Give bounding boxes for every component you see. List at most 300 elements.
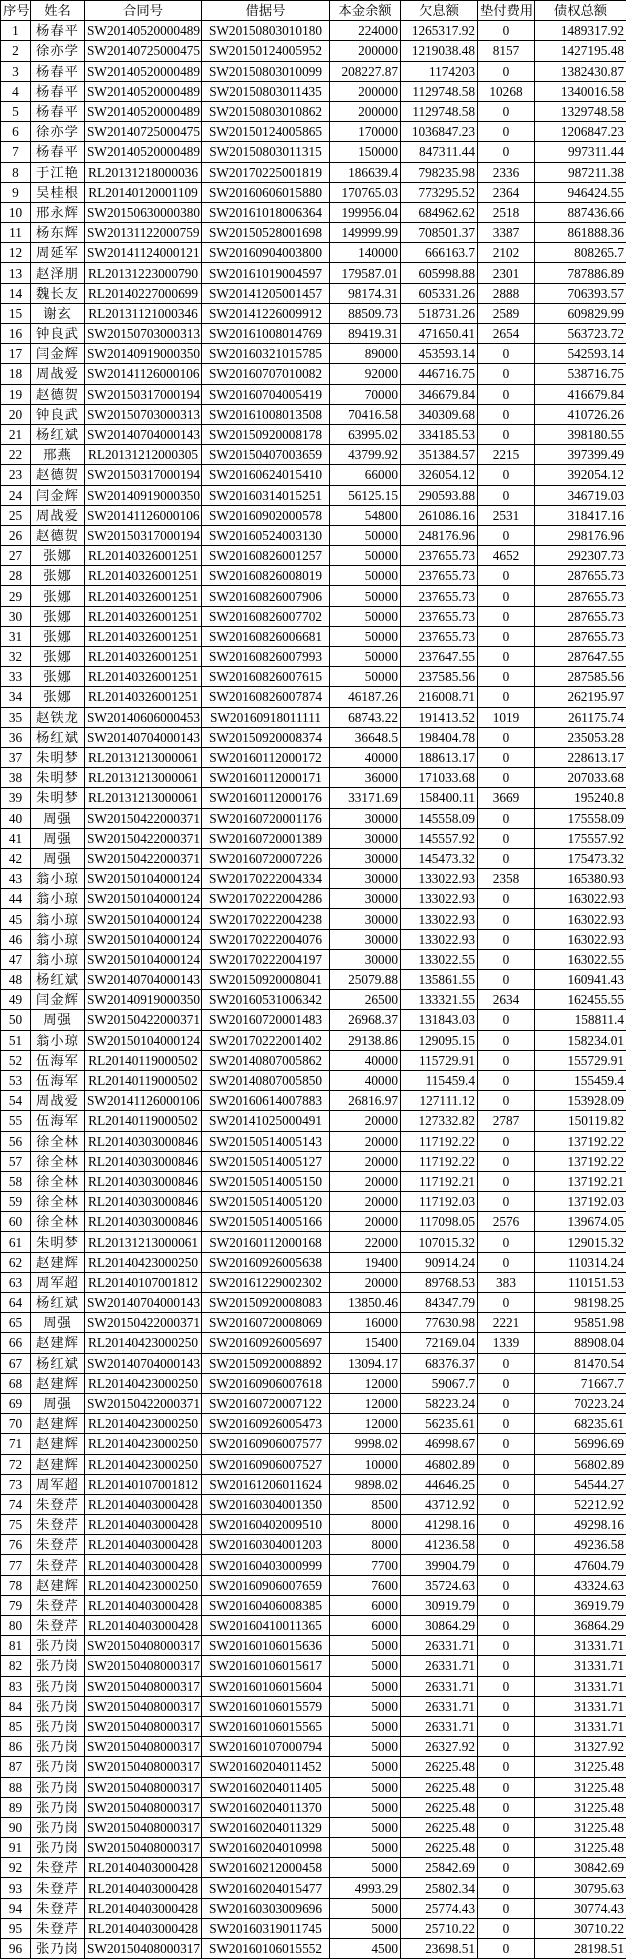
col-loan-no-cell: SW20150124005952 (202, 41, 330, 61)
col-seq-cell: 16 (1, 324, 31, 344)
col-advance-fee-cell: 0 (478, 384, 535, 404)
col-name-cell: 钟良武 (31, 324, 85, 344)
col-principal-cell: 68743.22 (330, 707, 401, 727)
col-advance-fee-cell: 0 (478, 1192, 535, 1212)
col-advance-fee-cell: 0 (478, 1696, 535, 1716)
col-seq-cell: 18 (1, 364, 31, 384)
col-seq-cell: 40 (1, 808, 31, 828)
col-name-cell: 周战爱 (31, 1091, 85, 1111)
col-interest-cell: 708501.37 (401, 223, 478, 243)
col-total-cell: 261175.74 (535, 707, 626, 727)
col-loan-no-cell: SW20160304001350 (202, 1494, 330, 1514)
col-principal-cell: 20000 (330, 1151, 401, 1171)
col-interest-cell: 127111.12 (401, 1091, 478, 1111)
col-interest-cell: 1036847.23 (401, 122, 478, 142)
col-advance-fee-cell: 0 (478, 768, 535, 788)
col-seq-cell: 55 (1, 1111, 31, 1131)
col-advance-fee-cell: 0 (478, 1434, 535, 1454)
col-name-cell: 魏长友 (31, 283, 85, 303)
col-seq-cell: 71 (1, 1434, 31, 1454)
col-loan-no-cell: SW20160826007874 (202, 687, 330, 707)
col-interest-cell: 68376.37 (401, 1353, 478, 1373)
col-seq-cell: 46 (1, 929, 31, 949)
col-principal-cell: 12000 (330, 1414, 401, 1434)
col-seq-cell: 84 (1, 1696, 31, 1716)
col-contract-no-cell: RL20140423000250 (85, 1454, 202, 1474)
col-interest-cell: 35724.63 (401, 1575, 478, 1595)
col-seq-cell: 83 (1, 1676, 31, 1696)
col-contract-no-cell: SW20150408000317 (85, 1676, 202, 1696)
table-row (1, 324, 626, 344)
col-loan-no-cell: SW20170222004197 (202, 949, 330, 969)
table-row (1, 647, 626, 667)
col-advance-fee-cell: 0 (478, 1454, 535, 1474)
col-advance-fee-cell: 2336 (478, 162, 535, 182)
col-contract-no-cell: RL20140403000428 (85, 1555, 202, 1575)
col-principal-cell: 30000 (330, 869, 401, 889)
col-principal-cell: 54800 (330, 505, 401, 525)
col-advance-fee-cell: 2787 (478, 1111, 535, 1131)
table-row (1, 1696, 626, 1716)
col-name-cell: 张乃岗 (31, 1817, 85, 1837)
col-contract-no-cell: SW20150408000317 (85, 1777, 202, 1797)
col-contract-no-cell: SW20150408000317 (85, 1636, 202, 1656)
col-advance-fee-cell: 0 (478, 364, 535, 384)
col-contract-no-cell: RL20140119000502 (85, 1070, 202, 1090)
col-total-cell: 163022.93 (535, 929, 626, 949)
table-row (1, 869, 626, 889)
col-interest-cell: 1129748.58 (401, 101, 478, 121)
table-row (1, 182, 626, 202)
col-advance-fee-cell: 0 (478, 586, 535, 606)
col-loan-no-cell: SW20150920008083 (202, 1293, 330, 1313)
col-seq-cell: 29 (1, 586, 31, 606)
col-interest-cell: 1219038.48 (401, 41, 478, 61)
col-loan-no-cell: SW20160918011111 (202, 707, 330, 727)
col-name-cell: 朱登芹 (31, 1898, 85, 1918)
col-advance-fee-cell: 0 (478, 1595, 535, 1615)
col-contract-no-cell: RL20140403000428 (85, 1858, 202, 1878)
col-name-cell: 朱登芹 (31, 1535, 85, 1555)
col-name-cell: 张娜 (31, 626, 85, 646)
col-contract-no-cell: RL20140120001109 (85, 182, 202, 202)
col-advance-fee-cell: 0 (478, 970, 535, 990)
col-principal-cell: 26968.37 (330, 1010, 401, 1030)
col-advance-fee-cell: 2518 (478, 202, 535, 222)
col-principal-cell: 30000 (330, 848, 401, 868)
col-principal-cell: 50000 (330, 606, 401, 626)
table-row (1, 465, 626, 485)
table-body (1, 21, 626, 1959)
col-total-cell: 160941.43 (535, 970, 626, 990)
col-principal-cell: 36000 (330, 768, 401, 788)
col-name-cell: 张乃岗 (31, 1757, 85, 1777)
col-principal-cell: 150000 (330, 142, 401, 162)
col-principal-cell: 170000 (330, 122, 401, 142)
table-row (1, 606, 626, 626)
col-contract-no-cell: RL20140326001251 (85, 626, 202, 646)
col-name-cell: 朱明梦 (31, 788, 85, 808)
col-name-cell: 朱登芹 (31, 1555, 85, 1575)
col-loan-no-cell: SW20160406008385 (202, 1595, 330, 1615)
col-loan-no-cell: SW20170225001819 (202, 162, 330, 182)
col-contract-no-cell: RL20140303000846 (85, 1192, 202, 1212)
col-loan-no-cell: SW20150514005150 (202, 1171, 330, 1191)
col-principal-cell: 26500 (330, 990, 401, 1010)
col-advance-fee-cell: 383 (478, 1272, 535, 1292)
col-seq-cell: 63 (1, 1272, 31, 1292)
col-name-cell: 张娜 (31, 647, 85, 667)
col-interest-cell: 26225.48 (401, 1777, 478, 1797)
col-seq-cell: 60 (1, 1212, 31, 1232)
col-interest-cell: 25774.43 (401, 1898, 478, 1918)
col-advance-fee-cell: 0 (478, 1171, 535, 1191)
table-row (1, 1151, 626, 1171)
col-total-cell: 95851.98 (535, 1313, 626, 1333)
col-loan-no-cell: SW20150514005120 (202, 1192, 330, 1212)
col-principal-cell: 29138.86 (330, 1030, 401, 1050)
col-interest-cell: 89768.53 (401, 1272, 478, 1292)
col-name-cell: 张乃岗 (31, 1797, 85, 1817)
col-principal-cell: 140000 (330, 243, 401, 263)
col-contract-no-cell: RL20140303000846 (85, 1212, 202, 1232)
col-principal-cell: 88509.73 (330, 303, 401, 323)
col-advance-fee-cell: 0 (478, 1131, 535, 1151)
col-contract-no-cell: RL20140227000699 (85, 283, 202, 303)
col-name-cell: 徐亦学 (31, 41, 85, 61)
col-principal-cell: 50000 (330, 525, 401, 545)
col-contract-no-cell: RL20140423000250 (85, 1333, 202, 1353)
col-name-header: 姓名 (31, 1, 85, 21)
col-advance-fee-cell: 0 (478, 1010, 535, 1030)
col-principal-cell: 7600 (330, 1575, 401, 1595)
col-advance-fee-cell: 0 (478, 1817, 535, 1837)
col-contract-no-cell: SW20150104000124 (85, 1030, 202, 1050)
table-row (1, 747, 626, 767)
col-interest-cell: 684962.62 (401, 202, 478, 222)
col-interest-cell: 115459.4 (401, 1070, 478, 1090)
col-name-cell: 周延军 (31, 243, 85, 263)
col-principal-cell: 63995.02 (330, 424, 401, 444)
col-advance-fee-cell: 2102 (478, 243, 535, 263)
col-principal-cell: 43799.92 (330, 445, 401, 465)
col-principal-cell: 224000 (330, 21, 401, 41)
col-loan-no-cell: SW20160112000176 (202, 788, 330, 808)
col-loan-no-cell: SW20150803010099 (202, 61, 330, 81)
col-advance-fee-cell: 0 (478, 465, 535, 485)
col-total-cell: 287655.73 (535, 606, 626, 626)
col-principal-cell: 200000 (330, 101, 401, 121)
col-seq-cell: 87 (1, 1757, 31, 1777)
col-principal-cell: 25079.88 (330, 970, 401, 990)
col-total-cell: 56802.89 (535, 1454, 626, 1474)
col-seq-cell: 42 (1, 848, 31, 868)
col-advance-fee-cell: 3387 (478, 223, 535, 243)
col-loan-no-cell: SW20141226009912 (202, 303, 330, 323)
col-name-cell: 赵德贺 (31, 465, 85, 485)
col-total-cell: 946424.55 (535, 182, 626, 202)
col-interest-cell: 23698.51 (401, 1939, 478, 1959)
col-contract-no-cell: SW20150422000371 (85, 848, 202, 868)
col-seq-cell: 41 (1, 828, 31, 848)
table-row (1, 1414, 626, 1434)
col-total-cell: 110151.53 (535, 1272, 626, 1292)
col-loan-no-cell: SW20161018006364 (202, 202, 330, 222)
col-principal-cell: 20000 (330, 1212, 401, 1232)
col-loan-no-cell: SW20160826007906 (202, 586, 330, 606)
col-loan-no-cell: SW20160204011370 (202, 1797, 330, 1817)
col-contract-no-cell: SW20140725000475 (85, 122, 202, 142)
col-total-cell: 153928.09 (535, 1091, 626, 1111)
col-interest-cell: 115729.91 (401, 1050, 478, 1070)
col-principal-cell: 26816.97 (330, 1091, 401, 1111)
col-name-cell: 杨东辉 (31, 223, 85, 243)
col-total-cell: 110314.24 (535, 1252, 626, 1272)
col-interest-cell: 25802.34 (401, 1878, 478, 1898)
col-total-cell: 137192.22 (535, 1151, 626, 1171)
col-total-cell: 287655.73 (535, 566, 626, 586)
col-interest-cell: 133022.93 (401, 929, 478, 949)
col-interest-cell: 41236.58 (401, 1535, 478, 1555)
table-row (1, 566, 626, 586)
col-loan-no-cell: SW20160707010082 (202, 364, 330, 384)
col-loan-no-cell: SW20160906007618 (202, 1373, 330, 1393)
col-advance-fee-cell: 2576 (478, 1212, 535, 1232)
col-total-cell: 235053.28 (535, 727, 626, 747)
col-loan-no-cell: SW20160904003800 (202, 243, 330, 263)
col-advance-fee-cell: 2301 (478, 263, 535, 283)
col-total-cell: 88908.04 (535, 1333, 626, 1353)
col-total-cell: 49298.16 (535, 1515, 626, 1535)
col-total-cell: 287655.73 (535, 586, 626, 606)
col-seq-cell: 43 (1, 869, 31, 889)
col-loan-no-cell: SW20160826007993 (202, 647, 330, 667)
table-row (1, 1252, 626, 1272)
col-name-cell: 朱明梦 (31, 747, 85, 767)
col-principal-cell: 19400 (330, 1252, 401, 1272)
col-total-cell: 175473.32 (535, 848, 626, 868)
col-total-cell: 31225.48 (535, 1797, 626, 1817)
col-advance-fee-cell: 2358 (478, 869, 535, 889)
col-principal-cell: 5000 (330, 1838, 401, 1858)
col-loan-no-cell: SW20160204011452 (202, 1757, 330, 1777)
col-total-cell: 706393.57 (535, 283, 626, 303)
col-name-cell: 翁小琼 (31, 949, 85, 969)
col-principal-cell: 89419.31 (330, 324, 401, 344)
col-seq-cell: 30 (1, 606, 31, 626)
table-row (1, 990, 626, 1010)
table-row (1, 243, 626, 263)
col-interest-cell: 26225.48 (401, 1797, 478, 1817)
col-loan-no-cell: SW20160106015604 (202, 1676, 330, 1696)
col-total-cell: 52212.92 (535, 1494, 626, 1514)
col-contract-no-cell: RL20140423000250 (85, 1373, 202, 1393)
col-interest-cell: 237655.73 (401, 606, 478, 626)
table-row (1, 1353, 626, 1373)
col-loan-no-cell: SW20160826008019 (202, 566, 330, 586)
col-contract-no-cell: RL20140423000250 (85, 1575, 202, 1595)
col-contract-no-cell: SW20150104000124 (85, 889, 202, 909)
col-contract-no-cell: SW20150104000124 (85, 909, 202, 929)
col-loan-no-cell: SW20160204015477 (202, 1878, 330, 1898)
col-name-cell: 徐全林 (31, 1212, 85, 1232)
col-seq-cell: 82 (1, 1656, 31, 1676)
col-advance-fee-cell: 0 (478, 828, 535, 848)
col-seq-cell: 72 (1, 1454, 31, 1474)
table-row (1, 1878, 626, 1898)
col-loan-no-cell: SW20160303009696 (202, 1898, 330, 1918)
col-advance-fee-cell: 0 (478, 142, 535, 162)
col-principal-cell: 5000 (330, 1757, 401, 1777)
col-advance-fee-cell: 0 (478, 606, 535, 626)
col-contract-no-cell: SW20150408000317 (85, 1656, 202, 1676)
col-contract-no-cell: RL20140303000846 (85, 1131, 202, 1151)
col-name-cell: 杨红斌 (31, 1293, 85, 1313)
col-name-cell: 徐全林 (31, 1151, 85, 1171)
table-row (1, 970, 626, 990)
col-contract-no-cell: SW20141124000121 (85, 243, 202, 263)
table-row (1, 283, 626, 303)
table-row (1, 404, 626, 424)
col-seq-cell: 91 (1, 1838, 31, 1858)
col-total-cell: 165380.93 (535, 869, 626, 889)
col-loan-no-cell: SW20160720001389 (202, 828, 330, 848)
col-seq-cell: 77 (1, 1555, 31, 1575)
col-principal-cell: 46187.26 (330, 687, 401, 707)
col-loan-no-cell: SW20150803011315 (202, 142, 330, 162)
col-loan-no-cell: SW20160720007122 (202, 1393, 330, 1413)
col-interest-cell: 351384.57 (401, 445, 478, 465)
col-seq-cell: 81 (1, 1636, 31, 1656)
col-interest-cell: 26225.48 (401, 1757, 478, 1777)
col-advance-fee-cell: 10268 (478, 81, 535, 101)
col-name-cell: 周强 (31, 808, 85, 828)
col-interest-cell: 107015.32 (401, 1232, 478, 1252)
col-loan-no-cell: SW20161008013508 (202, 404, 330, 424)
col-contract-no-cell: RL20140403000428 (85, 1918, 202, 1938)
col-advance-fee-cell: 0 (478, 1393, 535, 1413)
col-principal-cell: 30000 (330, 949, 401, 969)
col-seq-cell: 69 (1, 1393, 31, 1413)
table-row (1, 1858, 626, 1878)
col-name-cell: 周军超 (31, 1474, 85, 1494)
col-seq-cell: 39 (1, 788, 31, 808)
col-interest-cell: 44646.25 (401, 1474, 478, 1494)
col-principal-cell: 30000 (330, 929, 401, 949)
col-total-cell: 1206847.23 (535, 122, 626, 142)
col-interest-cell: 25710.22 (401, 1918, 478, 1938)
col-name-cell: 闫金辉 (31, 990, 85, 1010)
col-total-cell: 287585.56 (535, 667, 626, 687)
col-advance-fee-cell: 0 (478, 1838, 535, 1858)
col-seq-cell: 76 (1, 1535, 31, 1555)
col-advance-fee-cell: 0 (478, 1353, 535, 1373)
col-name-cell: 杨春平 (31, 142, 85, 162)
col-total-cell: 28198.51 (535, 1939, 626, 1959)
col-principal-cell: 5000 (330, 1656, 401, 1676)
table-row (1, 1716, 626, 1736)
col-name-cell: 张乃岗 (31, 1656, 85, 1676)
table-row (1, 1515, 626, 1535)
col-total-cell: 1340016.58 (535, 81, 626, 101)
col-principal-cell: 15400 (330, 1333, 401, 1353)
col-seq-cell: 45 (1, 909, 31, 929)
table-row (1, 909, 626, 929)
col-principal-cell: 5000 (330, 1636, 401, 1656)
table-row (1, 1212, 626, 1232)
col-principal-cell: 5000 (330, 1696, 401, 1716)
col-seq-cell: 36 (1, 727, 31, 747)
col-total-cell: 31225.48 (535, 1817, 626, 1837)
col-loan-no-cell: SW20160319011745 (202, 1918, 330, 1938)
col-interest-cell: 453593.14 (401, 344, 478, 364)
table-row (1, 384, 626, 404)
col-interest-cell: 117192.22 (401, 1131, 478, 1151)
col-seq-cell: 6 (1, 122, 31, 142)
col-contract-no-cell: RL20140303000846 (85, 1171, 202, 1191)
col-interest-cell: 30864.29 (401, 1616, 478, 1636)
col-contract-no-cell: RL20140403000428 (85, 1535, 202, 1555)
col-principal-cell: 92000 (330, 364, 401, 384)
table-row (1, 1111, 626, 1131)
col-loan-no-cell: SW20170222004334 (202, 869, 330, 889)
col-loan-no-cell: SW20160902000578 (202, 505, 330, 525)
col-advance-fee-cell: 0 (478, 1030, 535, 1050)
col-advance-fee-cell: 2215 (478, 445, 535, 465)
col-advance-fee-cell: 0 (478, 626, 535, 646)
table-row (1, 1293, 626, 1313)
table-row (1, 223, 626, 243)
col-contract-no-cell: RL20140326001251 (85, 606, 202, 626)
col-total-cell: 292307.73 (535, 546, 626, 566)
col-interest-cell: 30919.79 (401, 1595, 478, 1615)
col-principal-cell: 186639.4 (330, 162, 401, 182)
col-contract-no-cell: RL20140119000502 (85, 1050, 202, 1070)
col-seq-cell: 85 (1, 1716, 31, 1736)
col-principal-cell: 36648.5 (330, 727, 401, 747)
col-interest-cell: 191413.52 (401, 707, 478, 727)
col-interest-cell: 133022.93 (401, 889, 478, 909)
col-loan-no-cell: SW20160826007615 (202, 667, 330, 687)
table-row (1, 122, 626, 142)
col-interest-cell: 198404.78 (401, 727, 478, 747)
table-row (1, 1757, 626, 1777)
col-contract-no-cell: SW20140520000489 (85, 61, 202, 81)
col-name-cell: 张娜 (31, 687, 85, 707)
col-total-cell: 287647.55 (535, 647, 626, 667)
table-row (1, 1131, 626, 1151)
table-row (1, 424, 626, 444)
col-advance-fee-cell: 1019 (478, 707, 535, 727)
col-advance-fee-cell: 0 (478, 1878, 535, 1898)
col-loan-no-cell: SW20161229002302 (202, 1272, 330, 1292)
col-total-cell: 163022.55 (535, 949, 626, 969)
col-interest-cell: 158400.11 (401, 788, 478, 808)
col-advance-fee-cell: 0 (478, 889, 535, 909)
col-principal-cell: 30000 (330, 889, 401, 909)
col-total-cell: 56996.69 (535, 1434, 626, 1454)
col-principal-cell: 8000 (330, 1515, 401, 1535)
table-row (1, 1777, 626, 1797)
col-principal-cell: 5000 (330, 1676, 401, 1696)
col-name-cell: 周强 (31, 1313, 85, 1333)
col-seq-cell: 31 (1, 626, 31, 646)
col-total-cell: 175557.92 (535, 828, 626, 848)
col-total-cell: 397399.49 (535, 445, 626, 465)
col-loan-no-cell: SW20160112000172 (202, 747, 330, 767)
col-total-cell: 68235.61 (535, 1414, 626, 1434)
table-row (1, 727, 626, 747)
